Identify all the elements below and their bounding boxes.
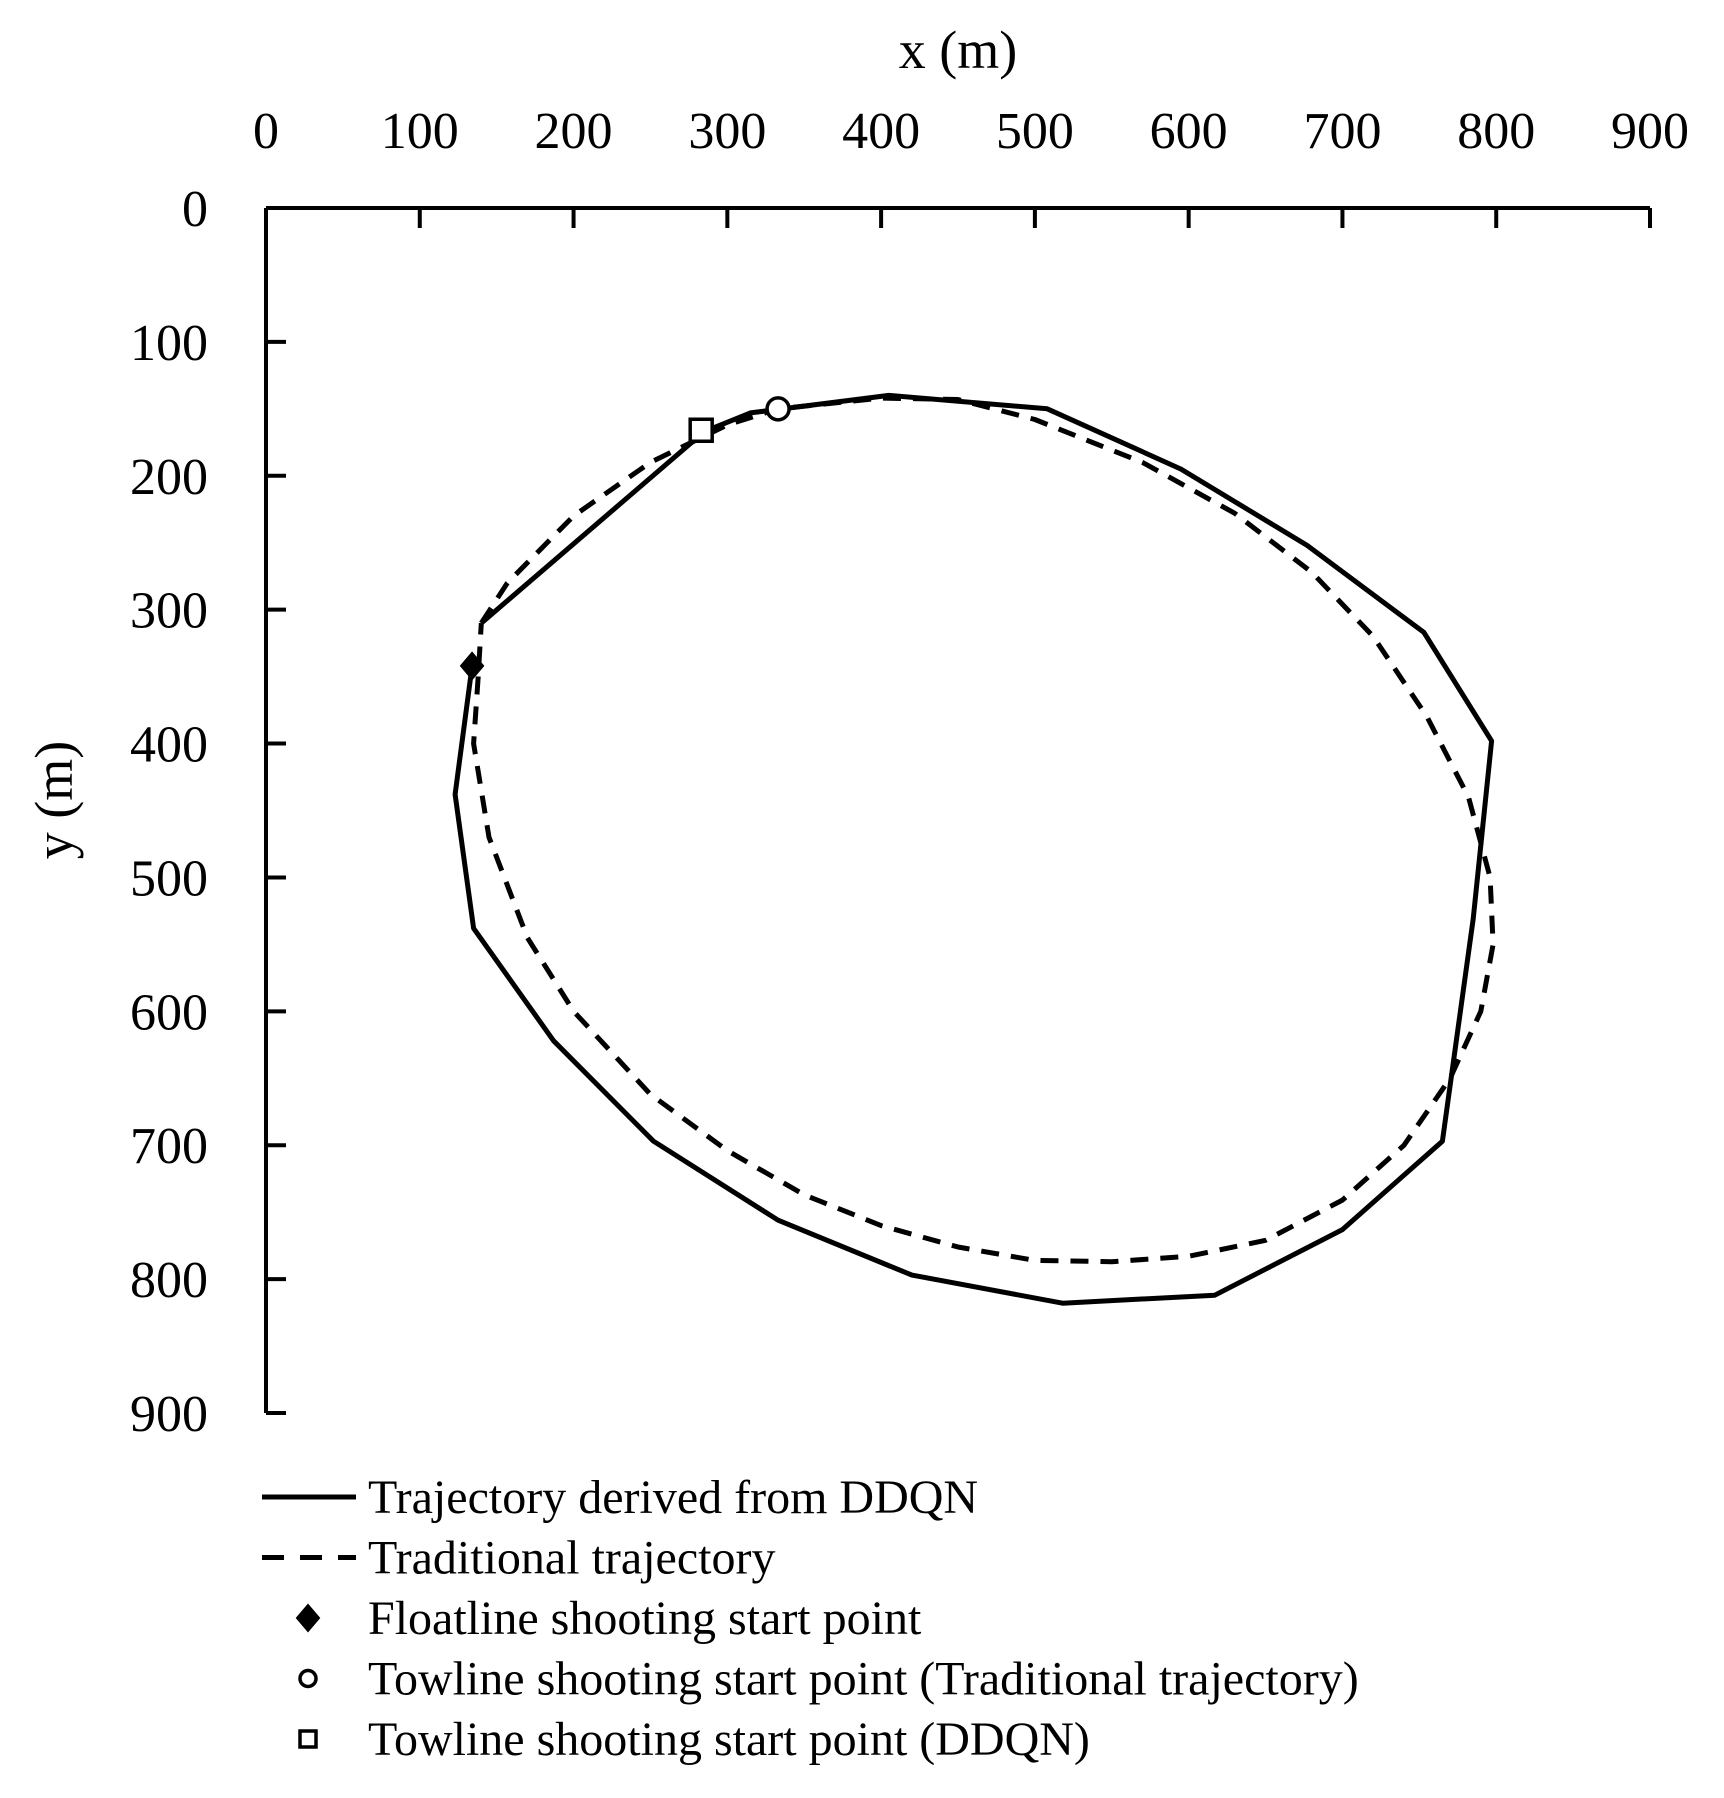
y-tick-label: 800 [130, 1252, 208, 1310]
legend-item [300, 1653, 1359, 1706]
x-tick-label: 0 [253, 103, 279, 160]
legend-square-symbol [300, 1731, 316, 1747]
x-tick-label: 100 [380, 103, 459, 160]
legend-item [297, 1592, 922, 1645]
x-tick-label: 600 [1149, 103, 1228, 160]
legend-item [300, 1713, 1090, 1766]
legend-label: Floatline shooting start point [368, 1592, 922, 1645]
x-tick-label: 800 [1457, 103, 1536, 160]
legend-item [262, 1532, 775, 1585]
y-tick-label: 400 [130, 716, 208, 774]
legend-label: Towline shooting start point (DDQN) [368, 1713, 1090, 1766]
y-tick-label: 500 [130, 850, 208, 908]
series-ddqn-line [455, 395, 1492, 1303]
y-tick-label: 100 [130, 314, 208, 372]
y-tick-label: 900 [130, 1386, 208, 1443]
legend-circle-symbol [300, 1671, 316, 1687]
y-tick-label: 0 [182, 181, 208, 238]
y-tick-label: 300 [130, 582, 208, 640]
x-tick-label: 400 [842, 103, 921, 160]
y-tick-label: 600 [130, 984, 208, 1042]
x-tick-label: 900 [1611, 103, 1689, 160]
legend-item [262, 1471, 978, 1524]
y-axis-title: y (m) [24, 740, 84, 860]
x-tick-label: 700 [1303, 103, 1382, 160]
x-tick-label: 300 [688, 103, 767, 160]
y-tick-label: 200 [130, 448, 208, 506]
towline-start-ddqn-marker [690, 419, 712, 441]
legend-diamond-symbol [297, 1605, 319, 1631]
legend-label: Trajectory derived from DDQN [368, 1471, 979, 1524]
axes [24, 20, 1689, 1443]
x-tick-label: 200 [534, 103, 613, 160]
legend-label: Towline shooting start point (Traditional trajectory) [368, 1652, 1359, 1706]
series-traditional-line [474, 398, 1494, 1262]
y-axis-ticks [130, 181, 286, 1443]
series-layer [455, 395, 1493, 1303]
y-tick-label: 700 [130, 1118, 208, 1176]
marker-layer [461, 398, 789, 679]
x-axis-title: x (m) [898, 20, 1018, 80]
legend [262, 1471, 1359, 1766]
legend-label: Traditional trajectory [368, 1531, 776, 1585]
x-tick-label: 500 [995, 103, 1074, 160]
towline-start-traditional-marker [767, 398, 789, 420]
